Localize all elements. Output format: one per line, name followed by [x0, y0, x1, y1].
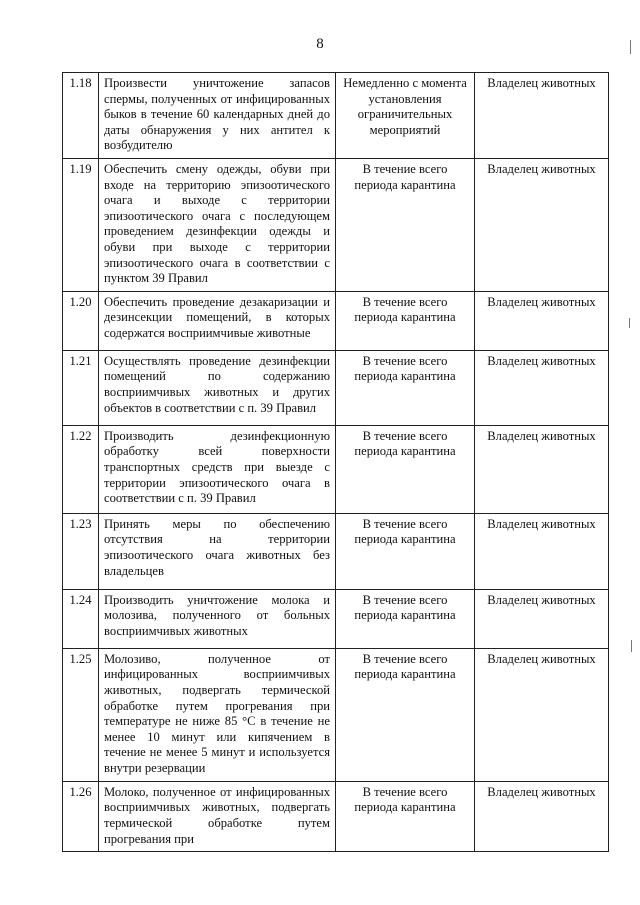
row-responsible: Владелец животных: [475, 589, 609, 648]
table-row: [63, 350, 609, 425]
row-number: 1.21: [63, 350, 99, 425]
page-number: 8: [316, 36, 324, 52]
row-number: 1.26: [63, 781, 99, 851]
row-action: Произвести уничтожение запасов спермы, полученных от инфицированных быков в течение 60 календарных дней до даты обнаружения у них антител к возбудителю: [99, 73, 336, 159]
row-deadline: В течение всего периода карантина: [336, 291, 475, 350]
scan-margin-mark: [630, 40, 631, 54]
table-row: [63, 425, 609, 513]
row-responsible: Владелец животных: [475, 291, 609, 350]
table-row: [63, 589, 609, 648]
measures-table-body: [63, 73, 609, 852]
row-number: 1.19: [63, 158, 99, 291]
row-responsible: Владелец животных: [475, 350, 609, 425]
row-action: Осуществлять проведение дезинфекции помещений по содержанию восприимчивых животных и других объектов в соответствии с п. 39 Правил: [99, 350, 336, 425]
row-action: Принять меры по обеспечению отсутствия на территории эпизоотического очага животных без владельцев: [99, 513, 336, 589]
table-row: [63, 291, 609, 350]
row-responsible: Владелец животных: [475, 513, 609, 589]
row-deadline: Немедленно с момента установления ограничительных мероприятий: [336, 73, 475, 159]
row-action: Молоко, полученное от инфицированных восприимчивых животных, подвергать термической обработке путем прогревания при: [99, 781, 336, 851]
row-number: 1.24: [63, 589, 99, 648]
row-action: Молозиво, полученное от инфицированных восприимчивых животных, подвергать термической обработке путем прогревания при температуре не ниже 85 °С в течение не менее 10 минут или кипячением в течение не менее 5 минут и используется внутри резервации: [99, 648, 336, 781]
scan-margin-mark: [629, 318, 630, 328]
row-number: 1.23: [63, 513, 99, 589]
row-number: 1.20: [63, 291, 99, 350]
row-deadline: В течение всего периода карантина: [336, 425, 475, 513]
row-deadline: В течение всего периода карантина: [336, 648, 475, 781]
row-responsible: Владелец животных: [475, 73, 609, 159]
row-action: Обеспечить проведение дезакаризации и дезинсекции помещений, в которых содержатся восприимчивые животные: [99, 291, 336, 350]
row-number: 1.22: [63, 425, 99, 513]
row-responsible: Владелец животных: [475, 158, 609, 291]
table-row: [63, 158, 609, 291]
row-action: Производить уничтожение молока и молозива, полученного от больных восприимчивых животных: [99, 589, 336, 648]
row-responsible: Владелец животных: [475, 648, 609, 781]
table-row: [63, 513, 609, 589]
row-number: 1.25: [63, 648, 99, 781]
row-deadline: В течение всего периода карантина: [336, 158, 475, 291]
row-deadline: В течение всего периода карантина: [336, 350, 475, 425]
row-deadline: В течение всего периода карантина: [336, 781, 475, 851]
row-action: Обеспечить смену одежды, обуви при входе на территорию эпизоотического очага и выходе с территории эпизоотического очага с последующем проведением дезинфекции одежды и обуви при выходе с территории эпизоотического очага в соответствии с пунктом 39 Правил: [99, 158, 336, 291]
table-row: [63, 648, 609, 781]
scan-margin-mark: [631, 640, 632, 652]
measures-table: [62, 72, 609, 852]
row-deadline: В течение всего периода карантина: [336, 513, 475, 589]
row-deadline: В течение всего периода карантина: [336, 589, 475, 648]
row-action: Производить дезинфекционную обработку всей поверхности транспортных средств при выезде с территории эпизоотического очага в соответствии с п. 39 Правил: [99, 425, 336, 513]
table-row: [63, 781, 609, 851]
row-responsible: Владелец животных: [475, 425, 609, 513]
row-number: 1.18: [63, 73, 99, 159]
table-row: [63, 73, 609, 159]
row-responsible: Владелец животных: [475, 781, 609, 851]
